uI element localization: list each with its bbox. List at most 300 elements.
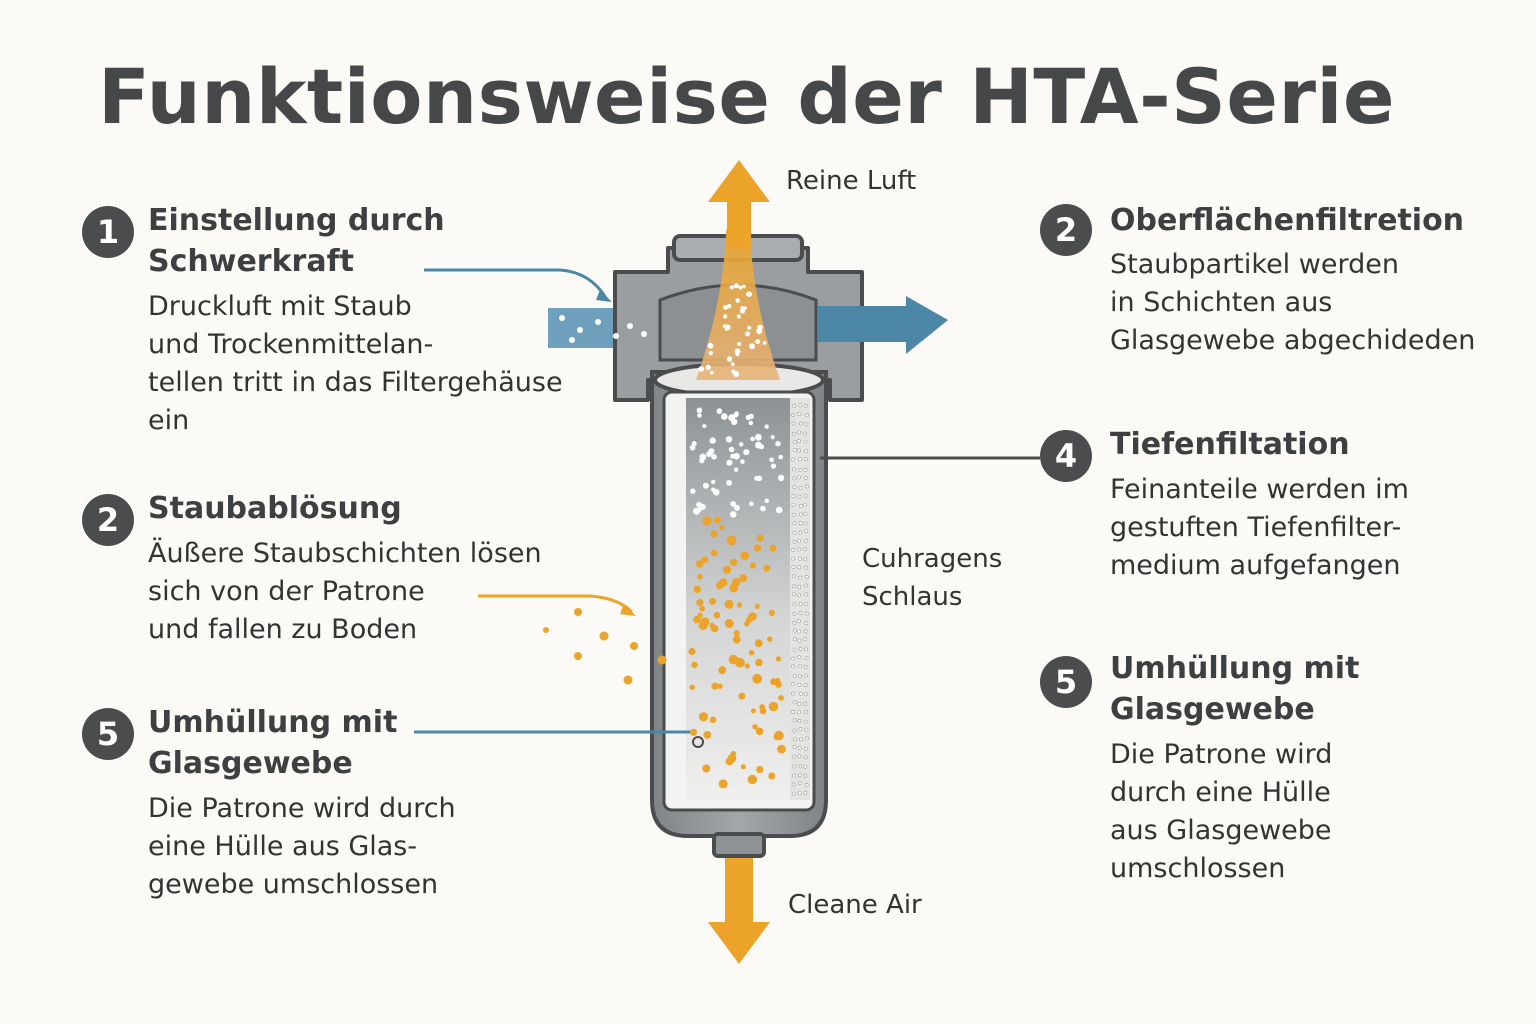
particle <box>804 791 807 794</box>
particle <box>709 351 713 355</box>
particle <box>740 459 745 464</box>
particle <box>699 712 708 721</box>
step-title <box>1110 200 1464 241</box>
particle <box>805 450 808 453</box>
particle <box>798 557 801 560</box>
particle <box>791 665 794 668</box>
step-body-line: umschlossen <box>1110 853 1286 884</box>
step-body-line: in Schichten aus <box>1110 287 1333 318</box>
particle <box>700 504 706 510</box>
particle <box>627 323 633 329</box>
particle <box>703 731 711 739</box>
particle <box>760 506 766 512</box>
particle <box>804 468 807 471</box>
particle <box>805 485 808 488</box>
particle <box>755 639 763 647</box>
particle <box>793 404 796 407</box>
particle <box>613 333 619 339</box>
particle <box>792 458 795 461</box>
particle <box>752 674 762 684</box>
particle <box>804 684 807 687</box>
particle <box>630 642 638 650</box>
particle <box>805 648 808 651</box>
particle <box>726 758 734 766</box>
step-title <box>148 488 402 529</box>
particle <box>793 765 796 768</box>
particle <box>793 441 796 444</box>
particle <box>709 598 716 605</box>
particle <box>793 745 796 748</box>
particle <box>793 603 796 606</box>
step-title <box>1110 424 1350 465</box>
particle <box>716 582 724 590</box>
particle <box>768 773 775 780</box>
step-title-line: Einstellung durch <box>148 203 445 238</box>
particle <box>624 676 633 685</box>
particle <box>777 745 786 754</box>
particle <box>804 440 807 443</box>
page-title: Funktionsweise der HTA-Serie <box>98 52 1396 141</box>
particle <box>699 458 704 463</box>
particle <box>792 657 795 660</box>
particle <box>718 666 726 674</box>
step-body-line: sich von der Patrone <box>148 576 425 607</box>
particle <box>731 751 737 757</box>
particle <box>641 331 647 337</box>
particle <box>731 362 735 366</box>
particle <box>804 476 807 479</box>
step-title-line: Umhüllung mit <box>148 705 398 740</box>
particle <box>793 719 796 722</box>
step-title-line: Staubablösung <box>148 491 402 526</box>
particle <box>804 494 807 497</box>
particle <box>778 695 784 701</box>
particle <box>741 764 746 769</box>
particle <box>798 683 801 686</box>
particle <box>708 343 714 349</box>
particle <box>775 678 781 684</box>
particle <box>749 501 754 506</box>
particle <box>798 566 801 569</box>
particle <box>725 600 734 609</box>
particle <box>569 337 575 343</box>
particle <box>734 630 740 636</box>
particle <box>797 620 800 623</box>
particle <box>798 539 801 542</box>
step-description <box>148 535 542 649</box>
particle <box>793 448 796 451</box>
particle <box>799 576 802 579</box>
particle <box>805 737 808 740</box>
particle <box>710 623 715 628</box>
particle <box>805 593 808 596</box>
particle <box>727 356 732 361</box>
step-number-badge: 1 <box>82 206 134 258</box>
particle <box>731 419 737 425</box>
particle <box>792 557 795 560</box>
step-body-line: Druckluft mit Staub <box>148 291 412 322</box>
step-title-line: Umhüllung mit <box>1110 651 1360 686</box>
particle <box>743 306 747 310</box>
step-body-line: und Trockenmittelan- <box>148 329 434 360</box>
particle <box>749 343 755 349</box>
step-description <box>1110 471 1409 585</box>
particle <box>804 665 807 668</box>
step-number-badge: 2 <box>82 494 134 546</box>
particle <box>703 483 709 489</box>
particle <box>710 371 714 375</box>
particle <box>726 460 732 466</box>
particle <box>708 448 714 454</box>
falling-dust <box>543 608 667 685</box>
particle <box>688 648 695 655</box>
particle <box>775 441 780 446</box>
particle <box>778 475 784 481</box>
step-body-line: Die Patrone wird <box>1110 739 1333 770</box>
particle <box>805 566 808 569</box>
particle <box>804 774 807 777</box>
particle <box>710 437 716 443</box>
particle <box>792 710 795 713</box>
particle <box>799 486 802 489</box>
step-title <box>148 702 397 784</box>
particle <box>798 412 801 415</box>
particle <box>734 468 738 472</box>
particle <box>793 486 796 489</box>
particle <box>690 685 695 690</box>
particle <box>711 480 715 484</box>
particle <box>776 507 783 514</box>
step-body-line: gestuften Tiefenfilter- <box>1110 512 1402 543</box>
particle <box>737 602 742 607</box>
particle <box>702 516 711 525</box>
particle <box>697 408 703 414</box>
particle <box>797 439 800 442</box>
particle <box>737 342 741 346</box>
particle <box>799 665 802 668</box>
particle <box>748 612 757 621</box>
step-body-line: eine Hülle aus Glas- <box>148 831 418 862</box>
particle <box>771 464 776 469</box>
particle <box>693 586 700 593</box>
step-body-line: Äußere Staubschichten lösen <box>148 538 542 569</box>
particle <box>793 540 796 543</box>
particle <box>770 545 777 552</box>
particle <box>799 531 802 534</box>
particle <box>804 548 807 551</box>
particle <box>754 544 761 551</box>
particle <box>723 324 727 328</box>
particle <box>749 650 754 655</box>
particle <box>799 611 802 614</box>
particle <box>771 435 775 439</box>
particle <box>804 539 807 542</box>
particle <box>804 693 807 696</box>
particle <box>793 477 796 480</box>
particle <box>805 710 808 713</box>
particle <box>798 585 801 588</box>
particle <box>804 630 807 633</box>
particle <box>697 413 702 418</box>
particle <box>793 738 796 741</box>
particle <box>735 348 741 354</box>
clean-air-bottom-label: Cleane Air <box>788 890 922 920</box>
particle <box>750 563 756 569</box>
particle <box>804 756 807 759</box>
particle <box>804 404 807 407</box>
particle <box>755 604 760 609</box>
particle <box>700 617 710 627</box>
step-body-line: Staubpartikel werden <box>1110 249 1399 280</box>
particle <box>804 702 807 705</box>
particle <box>714 516 721 523</box>
particle <box>600 632 609 641</box>
particle <box>799 647 802 650</box>
particle <box>730 454 735 459</box>
particle <box>727 536 737 546</box>
particle <box>691 662 697 668</box>
particle <box>805 575 808 578</box>
particle <box>799 738 802 741</box>
particle <box>798 702 801 705</box>
particle <box>702 765 710 773</box>
particle <box>749 421 754 426</box>
particle <box>793 648 796 651</box>
step-body-line: tellen tritt in das Filtergehäuse <box>148 367 563 398</box>
clean-air-top-label: Reine Luft <box>786 166 917 196</box>
step-body-line: ein <box>148 405 190 436</box>
step-number-badge: 2 <box>1040 204 1092 256</box>
particle <box>799 602 802 605</box>
particle <box>711 550 718 557</box>
particle <box>726 436 732 442</box>
particle <box>793 612 796 615</box>
particle <box>792 495 795 498</box>
particle <box>798 458 801 461</box>
particle <box>745 663 750 668</box>
particle <box>804 720 807 723</box>
step-body-line: aus Glasgewebe <box>1110 815 1332 846</box>
particle <box>793 468 796 471</box>
particle <box>799 513 802 516</box>
particle <box>730 559 737 566</box>
particle <box>699 366 705 372</box>
step-title-line: Glasgewebe <box>1110 692 1315 727</box>
particle <box>711 454 717 460</box>
particle <box>792 432 795 435</box>
particle <box>756 766 763 773</box>
particle <box>739 442 743 446</box>
particle <box>804 638 807 641</box>
particle <box>743 449 749 455</box>
particle <box>798 630 801 633</box>
particle <box>803 503 806 506</box>
particle <box>729 655 738 664</box>
particle <box>711 683 718 690</box>
particle <box>798 711 801 714</box>
particle <box>791 692 794 695</box>
particle <box>805 584 808 587</box>
particle <box>748 775 757 784</box>
step-title-line: Glasgewebe <box>148 746 353 781</box>
particle <box>805 612 808 615</box>
particle <box>792 683 795 686</box>
particle <box>799 422 802 425</box>
step-title <box>1110 648 1359 730</box>
particle <box>696 599 703 606</box>
particle <box>792 548 795 551</box>
particle <box>697 613 702 618</box>
particle <box>739 574 747 582</box>
particle <box>769 457 774 462</box>
particle <box>733 371 739 377</box>
particle <box>713 489 720 496</box>
particle <box>798 774 801 777</box>
particle <box>793 755 796 758</box>
particle <box>799 765 802 768</box>
particle <box>690 489 695 494</box>
particle <box>805 728 808 731</box>
step-title-line: Tiefenfiltation <box>1110 427 1350 462</box>
step-number-badge: 4 <box>1040 430 1092 482</box>
particle <box>792 774 795 777</box>
step-body-line: und fallen zu Boden <box>148 614 418 645</box>
particle <box>690 445 696 451</box>
particle <box>750 437 755 442</box>
particle <box>793 531 796 534</box>
particle <box>746 415 751 420</box>
particle <box>755 434 762 441</box>
particle <box>730 285 734 289</box>
side-label-line: Cuhragens <box>862 544 1003 574</box>
particle <box>798 495 801 498</box>
particle <box>792 783 795 786</box>
particle <box>755 339 760 344</box>
particle <box>804 674 807 677</box>
particle <box>733 413 738 418</box>
particle <box>804 747 807 750</box>
particle <box>798 755 801 758</box>
particle <box>792 593 795 596</box>
step-body-line: gewebe umschlossen <box>148 869 439 900</box>
particle <box>697 574 703 580</box>
particle <box>769 610 775 616</box>
particle <box>738 286 742 290</box>
particle <box>725 619 734 628</box>
particle <box>778 455 783 460</box>
particle <box>799 404 802 407</box>
particle <box>797 476 800 479</box>
step-body-line: medium aufgefangen <box>1110 550 1401 581</box>
particle <box>798 639 801 642</box>
particle <box>738 693 745 700</box>
step-body-line: Glasgewebe abgechideden <box>1110 325 1476 356</box>
particle <box>735 298 740 303</box>
particle <box>792 585 795 588</box>
particle <box>763 565 770 572</box>
particle <box>799 522 802 525</box>
particle <box>755 659 763 667</box>
particle <box>747 326 751 330</box>
particle <box>699 606 705 612</box>
particle <box>793 621 796 624</box>
particle <box>752 724 757 729</box>
particle <box>711 530 718 537</box>
particle <box>804 765 807 768</box>
particle <box>792 503 795 506</box>
particle <box>690 729 697 736</box>
side-label <box>862 540 1002 616</box>
particle <box>765 425 769 429</box>
particle <box>774 731 784 741</box>
step-body-line: Feinanteile werden im <box>1110 474 1409 505</box>
particle <box>763 341 767 345</box>
particle <box>710 717 717 724</box>
particle <box>776 656 781 661</box>
particle <box>733 636 741 644</box>
particle <box>792 575 795 578</box>
particle <box>737 314 741 318</box>
particle <box>734 505 740 511</box>
particle <box>757 535 764 542</box>
particle <box>726 480 732 486</box>
particle <box>595 319 601 325</box>
particle <box>702 556 709 563</box>
particle <box>742 285 746 289</box>
step-body-line: durch eine Hülle <box>1110 777 1331 808</box>
particle <box>798 656 801 659</box>
particle <box>805 657 808 660</box>
particle <box>793 729 796 732</box>
particle <box>730 511 737 518</box>
particle <box>798 747 801 750</box>
particle <box>799 468 802 471</box>
particle <box>799 504 802 507</box>
step-title <box>148 200 445 282</box>
particle <box>658 656 667 665</box>
particle <box>574 608 582 616</box>
particle <box>804 512 807 515</box>
particle <box>543 627 549 633</box>
particle <box>793 701 796 704</box>
particle <box>740 551 749 560</box>
particle <box>756 328 762 334</box>
particle <box>729 583 738 592</box>
step-number-badge: 5 <box>1040 656 1092 708</box>
particle <box>755 442 762 449</box>
particle <box>792 513 795 516</box>
particle <box>734 283 739 288</box>
side-label-line: Schlaus <box>862 582 963 612</box>
particle <box>792 566 795 569</box>
particle <box>793 638 796 641</box>
particle <box>804 458 807 461</box>
particle <box>792 422 795 425</box>
particle <box>767 636 772 641</box>
particle <box>717 408 723 414</box>
step-description <box>148 288 563 440</box>
particle <box>799 782 802 785</box>
particle <box>721 413 728 420</box>
particle <box>702 424 706 428</box>
particle <box>805 423 808 426</box>
step-description <box>1110 246 1475 360</box>
particle <box>723 305 728 310</box>
particle <box>793 629 796 632</box>
particle <box>798 548 801 551</box>
particle <box>798 594 801 597</box>
particle <box>792 413 795 416</box>
